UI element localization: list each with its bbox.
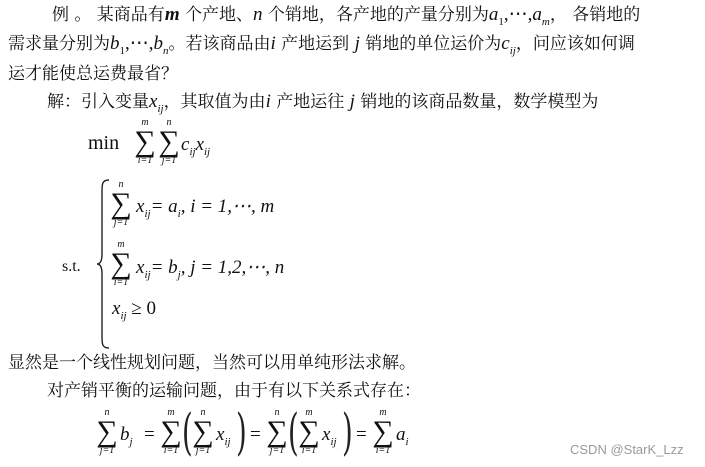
sum-upper: m [141,117,149,128]
right-paren: ) [342,403,353,461]
sub: ij [330,436,337,448]
sum-upper: n [104,407,110,418]
text: ， 各销地的 [549,5,641,25]
sigma-symbol: ∑ [134,125,156,158]
problem-line-1 [52,4,640,33]
sigma-symbol: ∑ [110,247,132,280]
var-c: c [181,134,190,155]
sigma-symbol: ∑ [160,415,182,448]
c2-sum [110,240,132,288]
sigma-symbol: ∑ [298,415,320,448]
eq-3: = [356,424,367,445]
sum-lower: j=1 [269,445,285,456]
text: 产地运到 [275,34,355,54]
sum-lower: i=1 [375,445,391,456]
var-x: x [112,298,121,319]
st-label: s.t. [62,258,81,275]
bal-b [120,424,133,448]
text: 个销地，各产地的产量分别为 [262,5,489,25]
var-x: x [322,424,331,445]
eq-2: = [250,424,261,445]
var-j: j [354,33,360,54]
var-bn: b [153,33,163,54]
var-a: a [396,424,406,445]
sigma-symbol: ∑ [266,415,288,448]
eq-1: = [144,424,155,445]
min-label: min [88,132,120,154]
sub: j [177,269,181,281]
rhs: ≥ 0 [126,298,156,319]
bal-sum-3 [192,408,214,456]
constraint-3 [112,298,156,322]
rhs: = a [150,196,178,217]
sub: ij [120,310,127,322]
sub: ij [224,436,231,448]
bal-x-2 [322,424,337,448]
sum-j [158,118,180,166]
var-xij: x [149,91,158,112]
sigma-symbol: ∑ [96,415,118,448]
constraint-2 [136,256,284,281]
sigma-symbol: ∑ [158,125,180,158]
sum-upper: n [200,407,206,418]
range: , j = 1,2,⋯, n [180,257,285,278]
sum-lower: j=1 [99,445,115,456]
var-x: x [136,196,145,217]
text: ，其取值为由 [163,92,266,112]
sum-upper: m [379,407,387,418]
text: 例 。 某商品有 [52,5,165,25]
sum-lower: j=1 [161,155,177,166]
rhs: = b [150,257,178,278]
bal-x-1 [216,424,231,448]
sub: ij [144,269,151,281]
sub: ij [189,146,196,158]
sub: ij [144,208,151,220]
range: , i = 1,⋯, m [180,196,275,217]
sigma-symbol: ∑ [192,415,214,448]
text: 个产地、 [179,5,253,25]
sub: 1 [498,16,504,28]
var-i: i [265,91,271,112]
sum-i [134,118,156,166]
var-am: a [532,4,542,25]
bal-sum-4 [266,408,288,456]
sum-upper: n [166,117,172,128]
var-x: x [216,424,225,445]
var-b1: b [110,33,120,54]
right-paren: ) [236,403,247,461]
problem-line-3: 运才能使总运费最省？ [8,64,178,84]
sum-lower: j=1 [195,445,211,456]
sum-lower: i=1 [113,277,129,288]
sub: ij [509,45,516,57]
sum-lower: i=1 [301,445,317,456]
var-m: m [164,4,180,25]
sub: ij [204,146,211,158]
var-j: j [349,91,355,112]
var-x: x [195,134,204,155]
left-paren: ( [182,403,193,461]
bal-a [396,424,409,448]
sub: m [541,16,550,28]
sub: ij [157,103,164,115]
bal-sum-2 [160,408,182,456]
objective-term [181,134,210,158]
problem-line-2 [8,33,635,62]
sum-upper: n [274,407,280,418]
sum-lower: i=1 [163,445,179,456]
remark-line-2: 对产销平衡的运输问题，由于有以下关系式存在： [47,381,421,401]
sum-upper: m [117,239,125,250]
dots: ,⋯, [125,33,154,54]
text: 产地运往 [270,92,350,112]
sub: 1 [119,45,125,57]
var-a1: a [488,4,499,25]
sub: i [405,436,409,448]
text: ，问应该如何调 [515,34,635,54]
sum-upper: n [118,179,124,190]
c1-sum [110,180,132,228]
text: 需求量分别为 [8,34,110,54]
var-cij: c [501,33,510,54]
sub: n [163,45,169,57]
sub: i [177,208,181,220]
sub: j [129,436,133,448]
bal-sum-5 [298,408,320,456]
left-paren: ( [288,403,299,461]
var-b: b [120,424,130,445]
sum-lower: i=1 [137,155,153,166]
text: 解：引入变量 [47,92,149,112]
var-i: i [270,33,276,54]
var-x: x [136,257,145,278]
watermark: CSDN @StarK_Lzz [570,442,684,457]
dots: ,⋯, [503,4,533,25]
sum-lower: j=1 [113,217,129,228]
text: 销地的该商品数量，数学模型为 [354,92,599,112]
bal-sum-1 [96,408,118,456]
remark-line-1: 显然是一个线性规划问题，当然可以用单纯形法求解。 [8,353,416,373]
bal-sum-6 [372,408,394,456]
text: 。若该商品由 [168,34,271,54]
sigma-symbol: ∑ [110,187,132,220]
text: 销地的单位运价为 [359,34,502,54]
solution-line [47,91,598,120]
sum-upper: m [167,407,175,418]
sigma-symbol: ∑ [372,415,394,448]
var-n: n [253,4,263,25]
sum-upper: m [305,407,313,418]
constraint-1 [136,195,274,220]
